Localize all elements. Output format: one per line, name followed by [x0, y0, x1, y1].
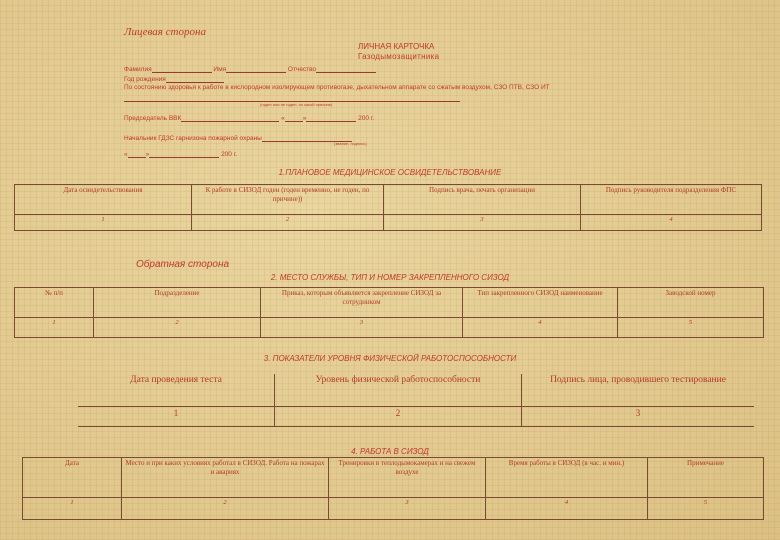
section2-number: 5: [618, 318, 764, 338]
section3-header: Подпись лица, проводившего тестирование: [522, 374, 755, 406]
vvk-chair-label: Председатель ВВК: [124, 115, 182, 122]
vvk-day-field[interactable]: [285, 113, 303, 122]
name-field[interactable]: [226, 64, 286, 73]
birth-year-field[interactable]: [166, 74, 224, 83]
back-side-label: Обратная сторона: [136, 259, 230, 270]
section1-header: К работе в СИЗОД годен (годен временно, не годен, по причине)): [192, 185, 384, 215]
section4-header: Место и при каких условиях работал в СИЗОД. Работа на пожарах и авариях: [122, 458, 329, 498]
vvk-year: 200 г.: [358, 115, 375, 122]
health-field[interactable]: [124, 93, 460, 102]
section2-number: 1: [15, 318, 94, 338]
section4-title: 4. РАБОТА В СИЗОД: [351, 447, 429, 456]
section1-number: 1: [15, 215, 192, 231]
section4-number: 5: [648, 498, 764, 520]
gdzs-month-field[interactable]: [149, 149, 219, 158]
section4-header: Дата: [23, 458, 122, 498]
health-hint: (годен или не годен, по какой причине): [260, 102, 333, 107]
gdzs-year: 200 г.: [221, 151, 238, 158]
section1-number: 2: [192, 215, 384, 231]
section2-number: 4: [463, 318, 618, 338]
health-text: По состоянию здоровья к работе в кислородном изолирующем противогазе, дыхательном аппарате со сжатым воздухом, СЗО ПТВ, СЗО ИТ: [124, 84, 550, 91]
patronymic-field[interactable]: [316, 64, 376, 73]
surname-field[interactable]: [152, 64, 212, 73]
section2-table: [14, 287, 764, 338]
section4-header: Примечание: [648, 458, 764, 498]
section2-number: 3: [261, 318, 463, 338]
section4-header: Тренировки в теплодымокамерах и на свежем воздухе: [329, 458, 486, 498]
section4-table: [22, 457, 764, 520]
gdzs-row: [124, 133, 352, 142]
vvk-row: [124, 113, 374, 122]
section1-table: [14, 184, 762, 231]
gdzs-day-field[interactable]: [128, 149, 146, 158]
birth-row: [124, 74, 224, 83]
birth-year-label: Год рождения: [124, 76, 166, 83]
section1-header: Дата освидетельствования: [15, 185, 192, 215]
section4-number: 3: [329, 498, 486, 520]
patronymic-label: Отчество: [287, 66, 317, 73]
section1-number: 3: [384, 215, 581, 231]
section2-header: Подразделение: [94, 288, 261, 318]
surname-label: Фамилия: [124, 66, 152, 73]
gdzs-head-label: Начальник ГДЗС гарнизона пожарной охраны: [124, 135, 262, 142]
quote-open: «: [124, 151, 128, 158]
section2-header: Тип закрепленного СИЗОД наименование: [463, 288, 618, 318]
section1-header: Подпись руководителя подразделения ФПС: [581, 185, 762, 215]
section3-table: [78, 374, 754, 427]
section1-number: 4: [581, 215, 762, 231]
section3-number: 1: [78, 406, 275, 426]
section2-number: 2: [94, 318, 261, 338]
section4-header: Время работы в СИЗОД (в час. и мин.): [486, 458, 648, 498]
gdzs-date-row: [124, 149, 237, 158]
name-label: Имя: [213, 66, 227, 73]
section3-title: 3. ПОКАЗАТЕЛИ УРОВНЯ ФИЗИЧЕСКОЙ РАБОТОСПОСОБНОСТИ: [263, 354, 517, 363]
section3-number: 2: [275, 406, 522, 426]
vvk-signature-field[interactable]: [181, 113, 279, 122]
section4-number: 2: [122, 498, 329, 520]
quote-close: »: [302, 115, 307, 122]
section3-header: Уровень физической работоспособности: [275, 374, 522, 406]
section2-header: № п/п: [15, 288, 94, 318]
section4-number: 4: [486, 498, 648, 520]
vvk-month-field[interactable]: [306, 113, 356, 122]
section2-header: Заводской номер: [618, 288, 764, 318]
section3-number: 3: [522, 406, 755, 426]
quote-open: «: [281, 115, 285, 122]
card-title: ЛИЧНАЯ КАРТОЧКА: [358, 42, 435, 51]
card-subtitle: Газодымозащитника: [358, 52, 440, 61]
front-side-label: Лицевая сторона: [124, 26, 206, 38]
name-row: [124, 64, 376, 73]
section2-title: 2. МЕСТО СЛУЖБЫ, ТИП И НОМЕР ЗАКРЕПЛЕННОГО СИЗОД: [270, 273, 510, 282]
section4-number: 1: [23, 498, 122, 520]
gdzs-hint: (звание, подпись): [334, 141, 367, 146]
quote-close: »: [145, 151, 150, 158]
section3-header: Дата проведения теста: [78, 374, 275, 406]
section1-header: Подпись врача, печать организации: [384, 185, 581, 215]
section1-title: 1.ПЛАНОВОЕ МЕДИЦИНСКОЕ ОСВИДЕТЕЛЬСТВОВАНИЕ: [278, 168, 502, 177]
section2-header: Приказ, которым объявляется закрепление СИЗОД за сотрудником: [261, 288, 463, 318]
